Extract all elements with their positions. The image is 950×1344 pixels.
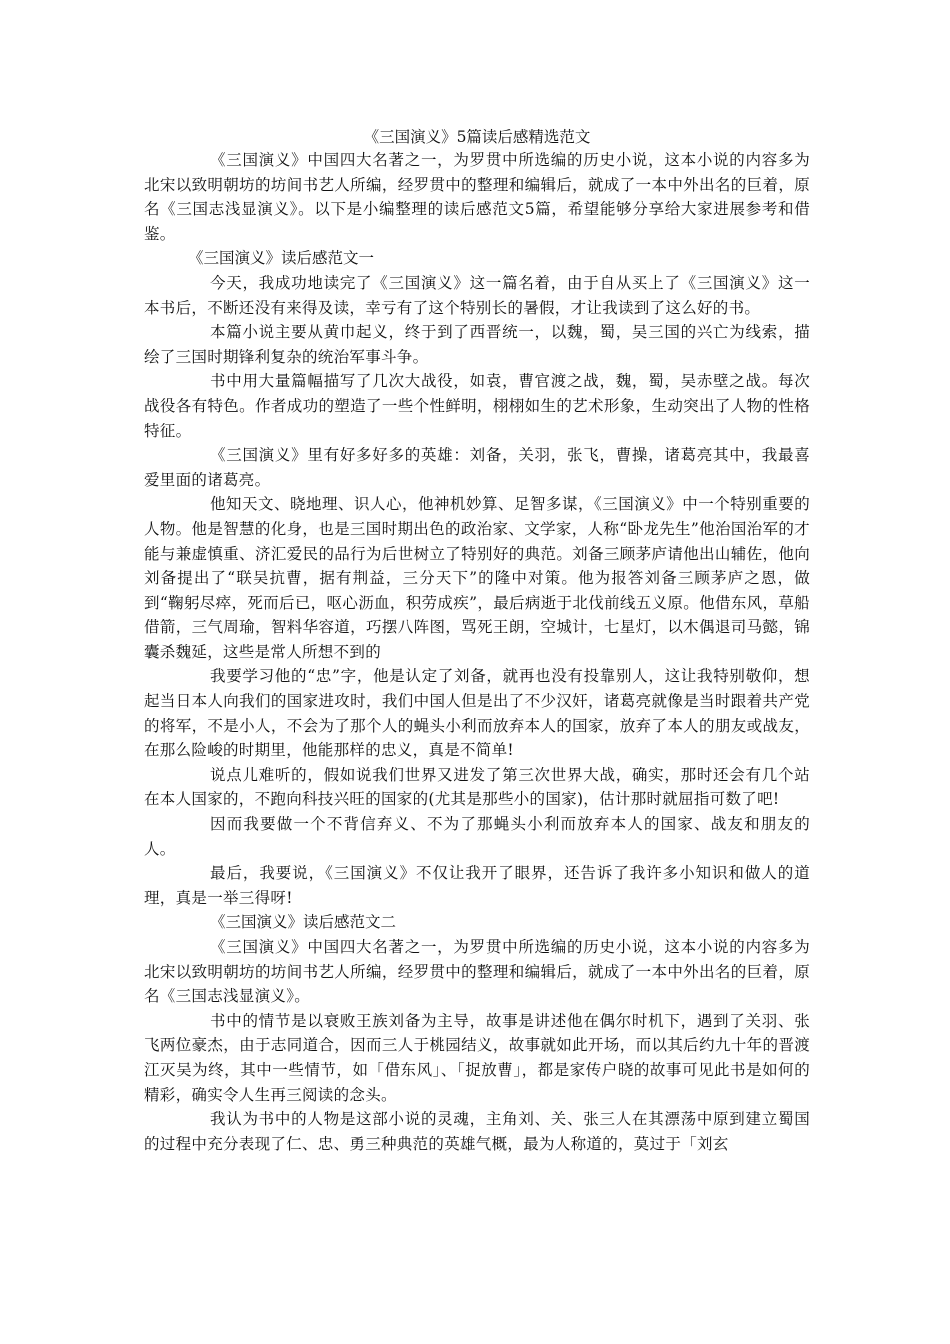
section1-paragraph: 本篇小说主要从黄巾起义，终于到了西晋统一，以魏，蜀，吴三国的兴亡为线索，描绘了三国时期锋利复杂的统治军事斗争。 (144, 323, 810, 366)
section1-paragraph: 最后，我要说，《三国演义》不仅让我开了眼界，还告诉了我许多小知识和做人的道理，真是一举三得呀! (144, 864, 810, 907)
section1-paragraph: 今天，我成功地读完了《三国演义》这一篇名着，由于自从买上了《三国演义》这一本书后，不断还没有来得及读，幸亏有了这个特别长的暑假，才让我读到了这么好的书。 (144, 273, 810, 317)
section1-paragraph: 我要学习他的“忠”字，他是认定了刘备，就再也没有投靠别人，这让我特别敬仰，想起当日本人向我们的国家进攻时，我们中国人但是出了不少汉奸，诸葛亮就像是当时跟着共产党的将军，不是小人，不会为了那个人的蝇头小利而放弃本人的国家，放弃了本人的朋友或战友，在那么险峻的时期里，他能那样的忠义，真是不简单! (144, 667, 810, 760)
section1-paragraph: 他知天文、晓地理、识人心，他神机妙算、足智多谋，《三国演义》中一个特别重要的人物。他是智慧的化身，也是三国时期出色的政治家、文学家，人称“卧龙先生”他治国治军的才能与兼虚慎重、济汇爱民的品行为后世树立了特别好的典范。刘备三顾茅庐请他出山辅佐，他向刘备提出了“联吴抗曹，据有荆益，三分天下”的隆中对策。他为报答刘备三顾茅庐之恩，做到“鞠躬尽瘁，死而后已，呕心沥血，积劳成疾”，最后病逝于北伐前线五义原。他借东风，草船借箭，三气周瑜，智料华容道，巧摆八阵图，骂死王朗，空城计，七星灯，以木偶退司马懿，锦囊杀魏延，这些是常人所想不到的 (144, 495, 810, 661)
section2-paragraph: 我认为书中的人物是这部小说的灵魂，主角刘、关、张三人在其漂荡中原到建立蜀国的过程中充分表现了仁、忠、勇三种典范的英雄气概，最为人称道的，莫过于「刘玄 (144, 1110, 810, 1153)
intro-paragraph: 《三国演义》中国四大名著之一，为罗贯中所选编的历史小说，这本小说的内容多为北宋以致明朝坊的坊间书艺人所编，经罗贯中的整理和编辑后，就成了一本中外出名的巨着，原名《三国志浅显演义》。以下是小编整理的读后感范文5篇，希望能够分享给大家进展参考和借鉴。 (144, 151, 810, 243)
section-heading-1: 《三国演义》读后感范文一 (188, 249, 375, 268)
document-page (144, 126, 810, 1156)
section2-paragraph: 《三国演义》中国四大名著之一，为罗贯中所选编的历史小说，这本小说的内容多为北宋以致明朝坊的坊间书艺人所编，经罗贯中的整理和编辑后，就成了一本中外出名的巨着，原名《三国志浅显演义》。 (144, 938, 810, 1006)
section-heading-2: 《三国演义》读后感范文二 (210, 913, 397, 932)
section1-paragraph: 书中用大量篇幅描写了几次大战役，如袁，曹官渡之战，魏，蜀，吴赤壁之战。每次战役各有特色。作者成功的塑造了一些个性鲜明，栩栩如生的艺术形象，生动突出了人物的性格特征。 (144, 372, 810, 440)
document-title: 《三国演义》5篇读后感精选范文 (363, 128, 591, 146)
section1-paragraph: 因而我要做一个不背信弃义、不为了那蝇头小利而放弃本人的国家、战友和朋友的人。 (144, 815, 810, 858)
section1-paragraph: 《三国演义》里有好多好多的英雄：刘备，关羽，张飞，曹操，诸葛亮其中，我最喜爱里面的诸葛亮。 (144, 446, 810, 489)
section1-paragraph: 说点儿难听的，假如说我们世界又进发了第三次世界大战，确实，那时还会有几个站在本人国家的，不跑向科技兴旺的国家的(尤其是那些小的国家)，估计那时就屈指可数了吧! (144, 765, 810, 809)
section2-paragraph: 书中的情节是以衰败王族刘备为主导，故事是讲述他在偶尔时机下，遇到了关羽、张飞两位豪杰，由于志同道合，因而三人于桃园结义，故事就如此开场，而以其后约九十年的晋渡江灭吴为终，其中一些情节，如「借东风」、「捉放曹」，都是家传户晓的故事可见此书是如何的精彩，确实令人生再三阅读的念头。 (144, 1011, 810, 1104)
